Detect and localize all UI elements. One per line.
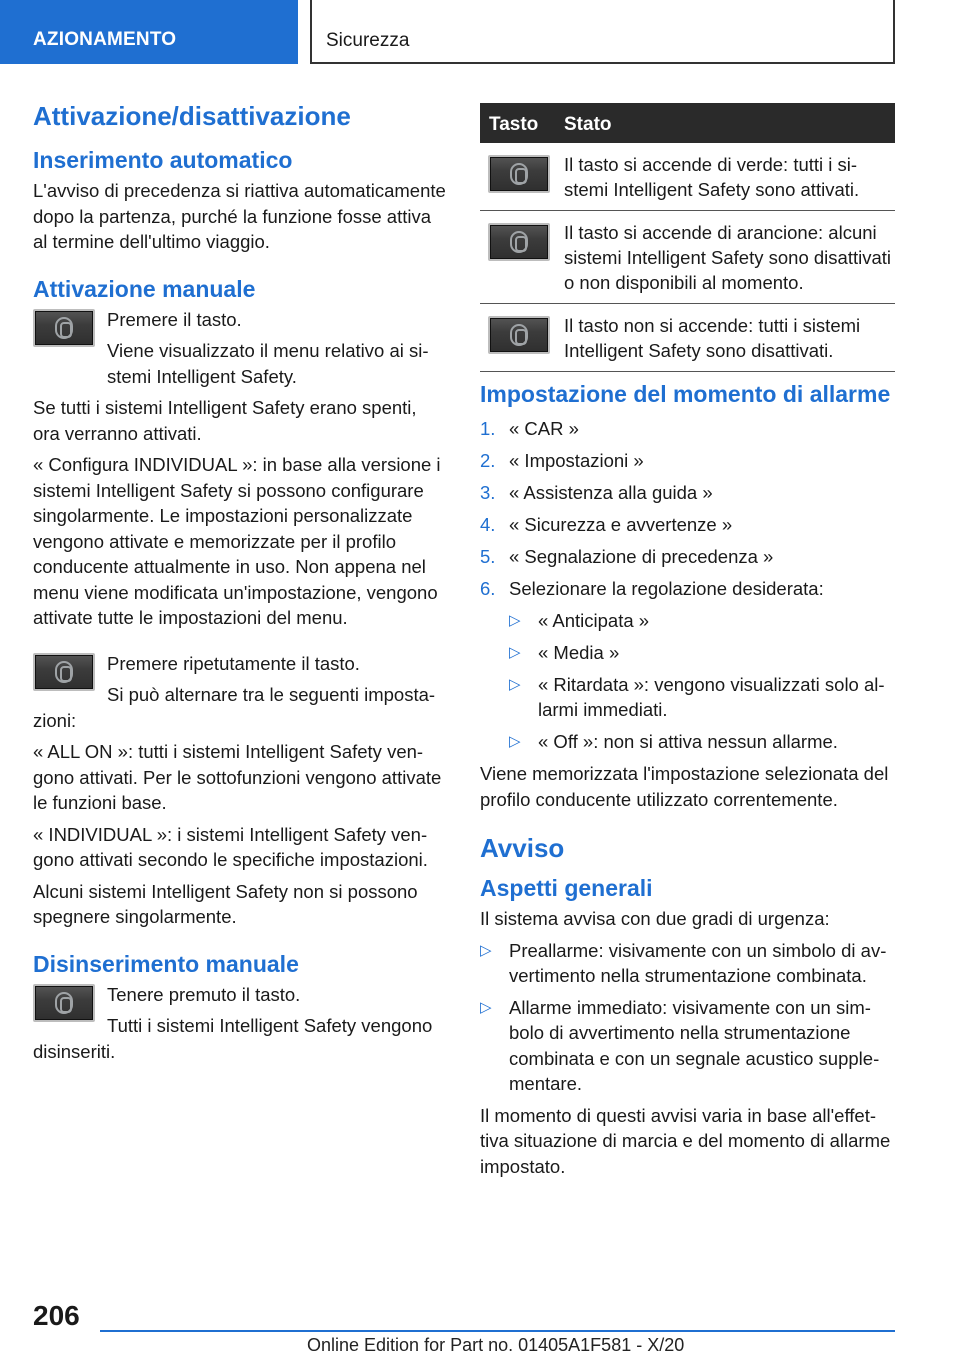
table-row: Il tasto si accende di verde: tutti i sistemi Intelligent Safety sono attivati. [480,143,895,211]
heading-manual: Attivazione manuale [33,275,256,302]
heading-disable: Disinserimento manuale [33,950,299,977]
intelligent-safety-button-icon [488,155,550,193]
list-item: ▷ Preallarme: visivamente con un simbolo di avvertimento nella strumentazione combinata. [480,939,887,986]
two-levels-text: Il sistema avvisa con due gradi di urgenza: [480,908,830,929]
intelligent-safety-button-icon [33,984,95,1022]
list-item: 6. Selezionare la regolazione desiderata: ▷ « Anticipata » ▷ « Media » ▷ « Ritardata »: vengono visualizzati solo allarmi immediati. ▷ « Off »: non si attiva nessun allarme. [480,576,895,755]
all-on-text: « ALL ON »: tutti i sistemi Intelligent Safety vengono attivati. Per le sottofunzioni vengono attivate le funzioni base. [33,741,442,813]
some-systems-text: Alcuni sistemi Intelligent Safety non si possono spegnere singolarmente. [33,880,418,927]
list-item: 2. « Impostazioni » [480,450,644,471]
individual-text: « INDIVIDUAL »: i sistemi Intelligent Safety vengono attivati secondo le specifiche impostazioni. [33,823,428,870]
instruction-press: Premere il tasto. [33,307,447,333]
auto-text: L'avviso di precedenza si riattiva automaticamente dopo la partenza, purché la funzione fosse attiva al termine dell'ultimo viaggio. [33,180,446,252]
left-column [33,100,447,1070]
all-off-text: Se tutti i sistemi Intelligent Safety erano spenti, ora verranno attivati. [33,397,417,444]
triangle-bullet-icon: ▷ [480,998,492,1016]
triangle-bullet-icon: ▷ [509,733,521,750]
instruction-press-repeat: Premere ripetutamente il tasto. Si può alternare tra le seguenti impostazioni: [33,652,436,731]
menu-shown-text: Viene visualizzato il menu relativo ai sistemi Intelligent Safety. [107,340,429,387]
col-state-header: Stato [564,114,612,135]
heading-warning: Avviso [480,833,565,863]
button-state-table [480,103,895,372]
list-item: ▷ « Off »: non si attiva nessun allarme. [509,729,895,755]
list-item: ▷ « Ritardata »: vengono visualizzati solo allarmi immediati. [509,673,885,720]
table-row: Il tasto si accende di arancione: alcuni sistemi Intelligent Safety sono disattivati o non disponibili al momento. [480,211,895,304]
list-item: ▷ « Anticipata » [509,608,895,634]
table-row: Il tasto non si accende: tutti i sistemi Intelligent Safety sono disattivati. [480,304,895,372]
list-item: ▷ Allarme immediato: visivamente con un simbolo di avvertimento nella strumentazione combinata e con un segnale acustico supplementare. [480,996,880,1094]
table-header [480,103,895,143]
triangle-bullet-icon: ▷ [480,941,492,959]
intelligent-safety-button-icon [488,223,550,261]
page-number: 206 [33,1300,80,1331]
triangle-bullet-icon: ▷ [509,643,521,661]
heading-timing: Impostazione del momento di allarme [480,381,891,407]
edition-note: Online Edition for Part no. 01405A1F581 - X/20 [307,1335,685,1355]
timing-note-text: Il momento di questi avvisi varia in base all'effettiva situazione di marcia e del momento di allarme impostato. [480,1104,891,1177]
section-title: Sicurezza [326,30,410,51]
list-item: 4. « Sicurezza e avvertenze » [480,514,733,535]
heading-activation: Attivazione/disattivazione [33,101,351,131]
saved-text: Viene memorizzata l'impostazione selezionata del profilo conducente utilizzato correntemente. [480,763,889,810]
list-item: 3. « Assistenza alla guida » [480,482,713,503]
list-item: ▷ « Media » [509,640,895,666]
triangle-bullet-icon: ▷ [509,611,521,629]
configure-text: « Configura INDIVIDUAL »: in base alla versione i sistemi Intelligent Safety si possono configurare singolarmente. Le impostazioni personalizzate vengono attivate e memorizzate per il profilo conducente attualmente in uso. Non appena nel menu viene modificata un'impostazione, vengono attivate tutte le impostazioni del menu. [33,454,441,628]
heading-general: Aspetti generali [480,875,653,901]
options-list [509,608,895,755]
section-tab [310,0,895,64]
levels-list [480,938,895,1097]
footer-divider [100,1330,895,1332]
col-key-header: Tasto [489,114,539,135]
steps-list [480,416,895,755]
chapter-title: AZIONAMENTO [33,29,177,50]
list-item: 5. « Segnalazione di precedenza » [480,546,774,567]
list-item: 1. « CAR » [480,418,579,439]
instruction-hold: Tenere premuto il tasto. Tutti i sistemi Intelligent Safety vengono disinseriti. [33,983,433,1062]
intelligent-safety-button-icon [33,309,95,347]
intelligent-safety-button-icon [488,316,550,354]
intelligent-safety-button-icon [33,653,95,691]
heading-automatic: Inserimento automatico [33,147,293,173]
chapter-tab [0,0,298,64]
triangle-bullet-icon: ▷ [509,675,521,693]
right-column [480,380,895,1185]
